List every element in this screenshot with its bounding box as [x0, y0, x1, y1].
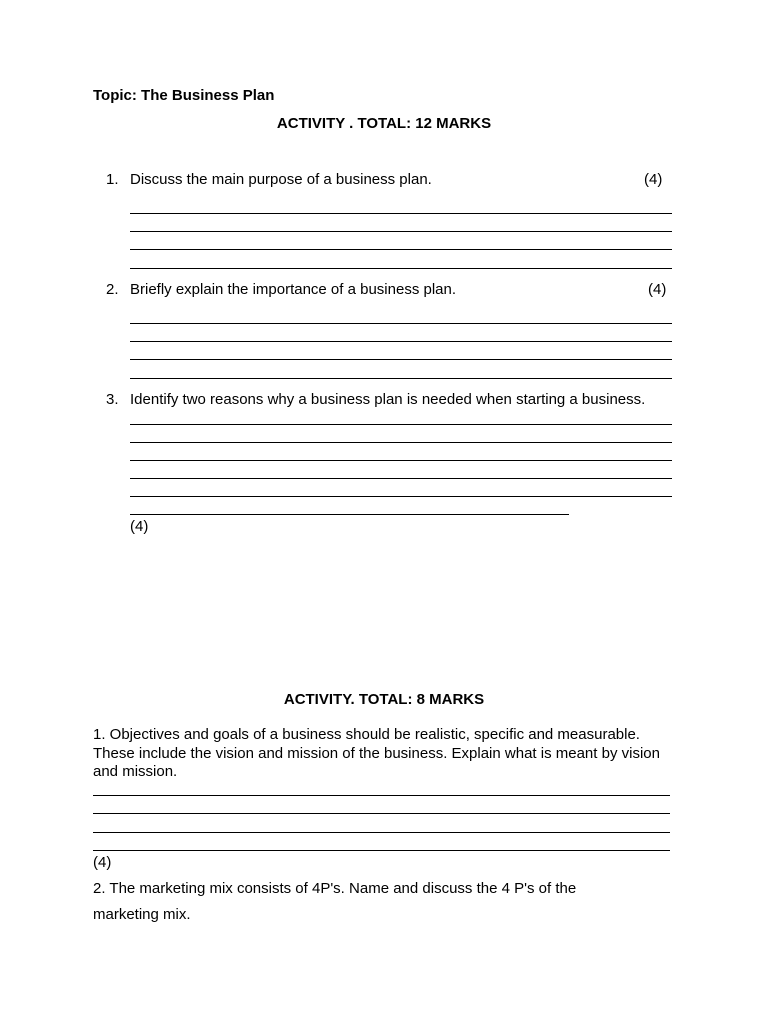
- answer-line[interactable]: [130, 249, 672, 250]
- question-text: Identify two reasons why a business plan is needed when starting a business.: [130, 391, 646, 408]
- answer-line[interactable]: [130, 213, 672, 214]
- question-marks: (4): [644, 171, 663, 188]
- answer-line[interactable]: [130, 442, 672, 443]
- answer-line[interactable]: [130, 478, 672, 479]
- activity1-heading: ACTIVITY . TOTAL: 12 MARKS: [276, 115, 492, 132]
- question-text: 1. Objectives and goals of a business should be realistic, specific and measurable. These include the vision and mission of the business. Explain what is meant by vision and mission.: [93, 726, 660, 780]
- question-text-line-2: marketing mix.: [93, 906, 191, 923]
- answer-line[interactable]: [130, 341, 672, 342]
- question-number: 1.: [106, 171, 119, 188]
- answer-line[interactable]: [130, 514, 569, 515]
- answer-line[interactable]: [130, 496, 672, 497]
- answer-line[interactable]: [130, 378, 672, 379]
- activity2-heading: ACTIVITY. TOTAL: 8 MARKS: [283, 691, 485, 708]
- answer-line[interactable]: [130, 231, 672, 232]
- question-marks: (4): [93, 854, 112, 871]
- answer-line[interactable]: [93, 813, 670, 814]
- topic-title: Topic: The Business Plan: [93, 87, 275, 104]
- question-text: Discuss the main purpose of a business plan.: [130, 171, 432, 188]
- answer-line[interactable]: [93, 795, 670, 796]
- question-number: 3.: [106, 391, 119, 408]
- question-number: 2.: [106, 281, 119, 298]
- answer-line[interactable]: [130, 359, 672, 360]
- question-marks: (4): [130, 518, 149, 535]
- answer-line[interactable]: [130, 424, 672, 425]
- question-marks: (4): [648, 281, 667, 298]
- question-text: Briefly explain the importance of a business plan.: [130, 281, 457, 298]
- answer-line[interactable]: [130, 323, 672, 324]
- answer-line[interactable]: [130, 460, 672, 461]
- answer-line[interactable]: [93, 850, 670, 851]
- answer-line[interactable]: [93, 832, 670, 833]
- answer-line[interactable]: [130, 268, 672, 269]
- question-text-line-1: 2. The marketing mix consists of 4P's. Name and discuss the 4 P's of the: [93, 880, 577, 897]
